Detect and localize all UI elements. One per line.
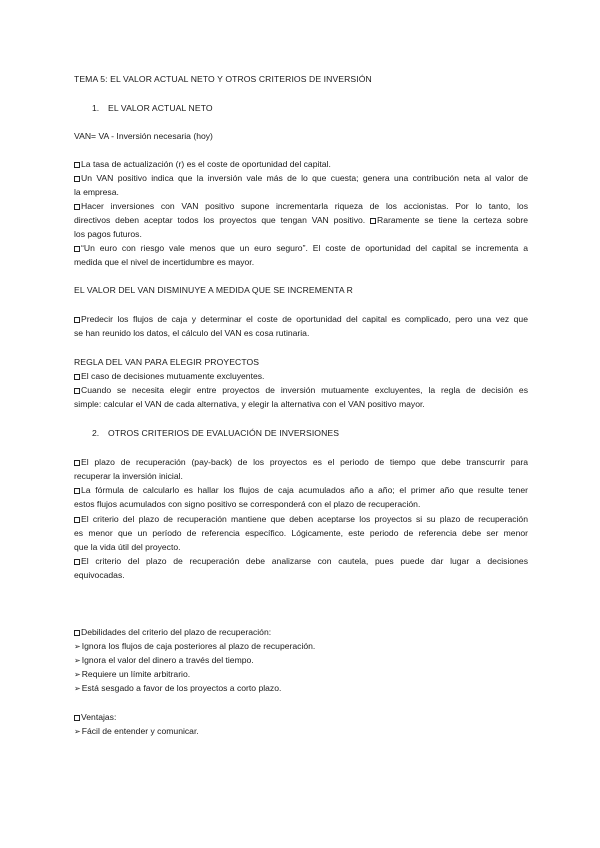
bullet-line: “Un euro con riesgo vale menos que un euro seguro”. El coste de oportunidad del capital se incrementa a	[74, 242, 528, 254]
checkbox-bullet-icon	[74, 162, 80, 168]
bullet-line-continued: recuperar la inversión inicial.	[74, 471, 183, 481]
bullet-line: La tasa de actualización (r) es el coste de oportunidad del capital.	[74, 158, 528, 170]
bullet-line: La fórmula de calcularlo es hallar los flujos de caja acumulados año a año; el primer año que resulte tener	[74, 484, 528, 496]
checkbox-bullet-icon	[74, 488, 80, 494]
checkbox-bullet-icon	[74, 715, 80, 721]
weaknesses-title: Debilidades del criterio del plazo de recuperación:	[74, 626, 528, 638]
weakness-item: ➢Requiere un límite arbitrario.	[74, 669, 191, 679]
heading-van-rule: REGLA DEL VAN PARA ELEGIR PROYECTOS	[74, 357, 260, 367]
section-2-heading: OTROS CRITERIOS DE EVALUACIÓN DE INVERSIONES	[108, 428, 340, 438]
checkbox-bullet-icon	[74, 630, 80, 636]
arrow-bullet-icon: ➢	[74, 727, 81, 736]
bullet-line-continued: es menor que un período de referencia específico. Lógicamente, este periodo de referencia debe ser menor	[74, 528, 528, 538]
bullet-line: Predecir los flujos de caja y determinar el coste de oportunidad del capital es complicado, pero una vez que	[74, 313, 528, 325]
bullet-line: Un VAN positivo indica que la inversión vale más de lo que cuesta; genera una contribución neta al valor de	[74, 172, 528, 184]
arrow-bullet-icon: ➢	[74, 642, 81, 651]
van-formula: VAN= VA - Inversión necesaria (hoy)	[74, 131, 213, 141]
checkbox-bullet-icon	[74, 317, 80, 323]
bullet-line-continued: se han reunido los datos, el cálculo del VAN es cosa rutinaria.	[74, 328, 310, 338]
bullet-line-continued: que la vida útil del proyecto.	[74, 542, 181, 552]
bullet-line: El plazo de recuperación (pay-back) de los proyectos es el periodo de tiempo que debe transcurrir para	[74, 456, 528, 468]
heading-van-decrease: EL VALOR DEL VAN DISMINUYE A MEDIDA QUE SE INCREMENTA R	[74, 285, 353, 295]
bullet-line-continued: los pagos futuros.	[74, 229, 142, 239]
weakness-item: ➢Ignora el valor del dinero a través del tiempo.	[74, 655, 254, 665]
bullet-line-continued: equivocadas.	[74, 570, 125, 580]
document-title: TEMA 5: EL VALOR ACTUAL NETO Y OTROS CRITERIOS DE INVERSIÓN	[74, 74, 372, 84]
checkbox-bullet-icon	[74, 204, 80, 210]
bullet-line-continued: la empresa.	[74, 187, 119, 197]
bullet-line: El caso de decisiones mutuamente excluyentes.	[74, 370, 528, 382]
section-1-number: 1.	[92, 103, 100, 113]
checkbox-bullet-icon	[74, 460, 80, 466]
checkbox-bullet-icon	[370, 218, 376, 224]
arrow-bullet-icon: ➢	[74, 684, 81, 693]
bullet-line: El criterio del plazo de recuperación debe analizarse con cautela, pues puede dar lugar a decisiones	[74, 555, 528, 567]
checkbox-bullet-icon	[74, 176, 80, 182]
section-2-number: 2.	[92, 428, 100, 438]
advantage-item: ➢Fácil de entender y comunicar.	[74, 726, 199, 736]
bullet-line-continued: medida que el nivel de incertidumbre es mayor.	[74, 257, 255, 267]
checkbox-bullet-icon	[74, 559, 80, 565]
weakness-item: ➢Está sesgado a favor de los proyectos a corto plazo.	[74, 683, 282, 693]
bullet-line-continued: simple: calcular el VAN de cada alternativa, y elegir la alternativa con el VAN positivo mayor.	[74, 399, 425, 409]
bullet-line: directivos deben aceptar todos los proyectos que tengan VAN positivo. Raramente se tiene la certeza sobre	[74, 215, 529, 225]
checkbox-bullet-icon	[74, 246, 80, 252]
bullet-line-continued: estos flujos acumulados con signo positivo se corresponderá con el plazo de recuperación.	[74, 499, 421, 509]
bullet-line: Hacer inversiones con VAN positivo supone incrementarla riqueza de los accionistas. Por lo tanto, los	[74, 200, 528, 212]
arrow-bullet-icon: ➢	[74, 656, 81, 665]
checkbox-bullet-icon	[74, 374, 80, 380]
section-1-heading: EL VALOR ACTUAL NETO	[108, 103, 213, 113]
checkbox-bullet-icon	[74, 388, 80, 394]
advantages-title: Ventajas:	[74, 711, 528, 723]
weakness-item: ➢Ignora los flujos de caja posteriores al plazo de recuperación.	[74, 641, 316, 651]
arrow-bullet-icon: ➢	[74, 670, 81, 679]
bullet-line: El criterio del plazo de recuperación mantiene que deben aceptarse los proyectos si su plazo de recuperación	[74, 513, 528, 525]
checkbox-bullet-icon	[74, 517, 80, 523]
bullet-line: Cuando se necesita elegir entre proyectos de inversión mutuamente excluyentes, la regla de decisión es	[74, 384, 528, 396]
